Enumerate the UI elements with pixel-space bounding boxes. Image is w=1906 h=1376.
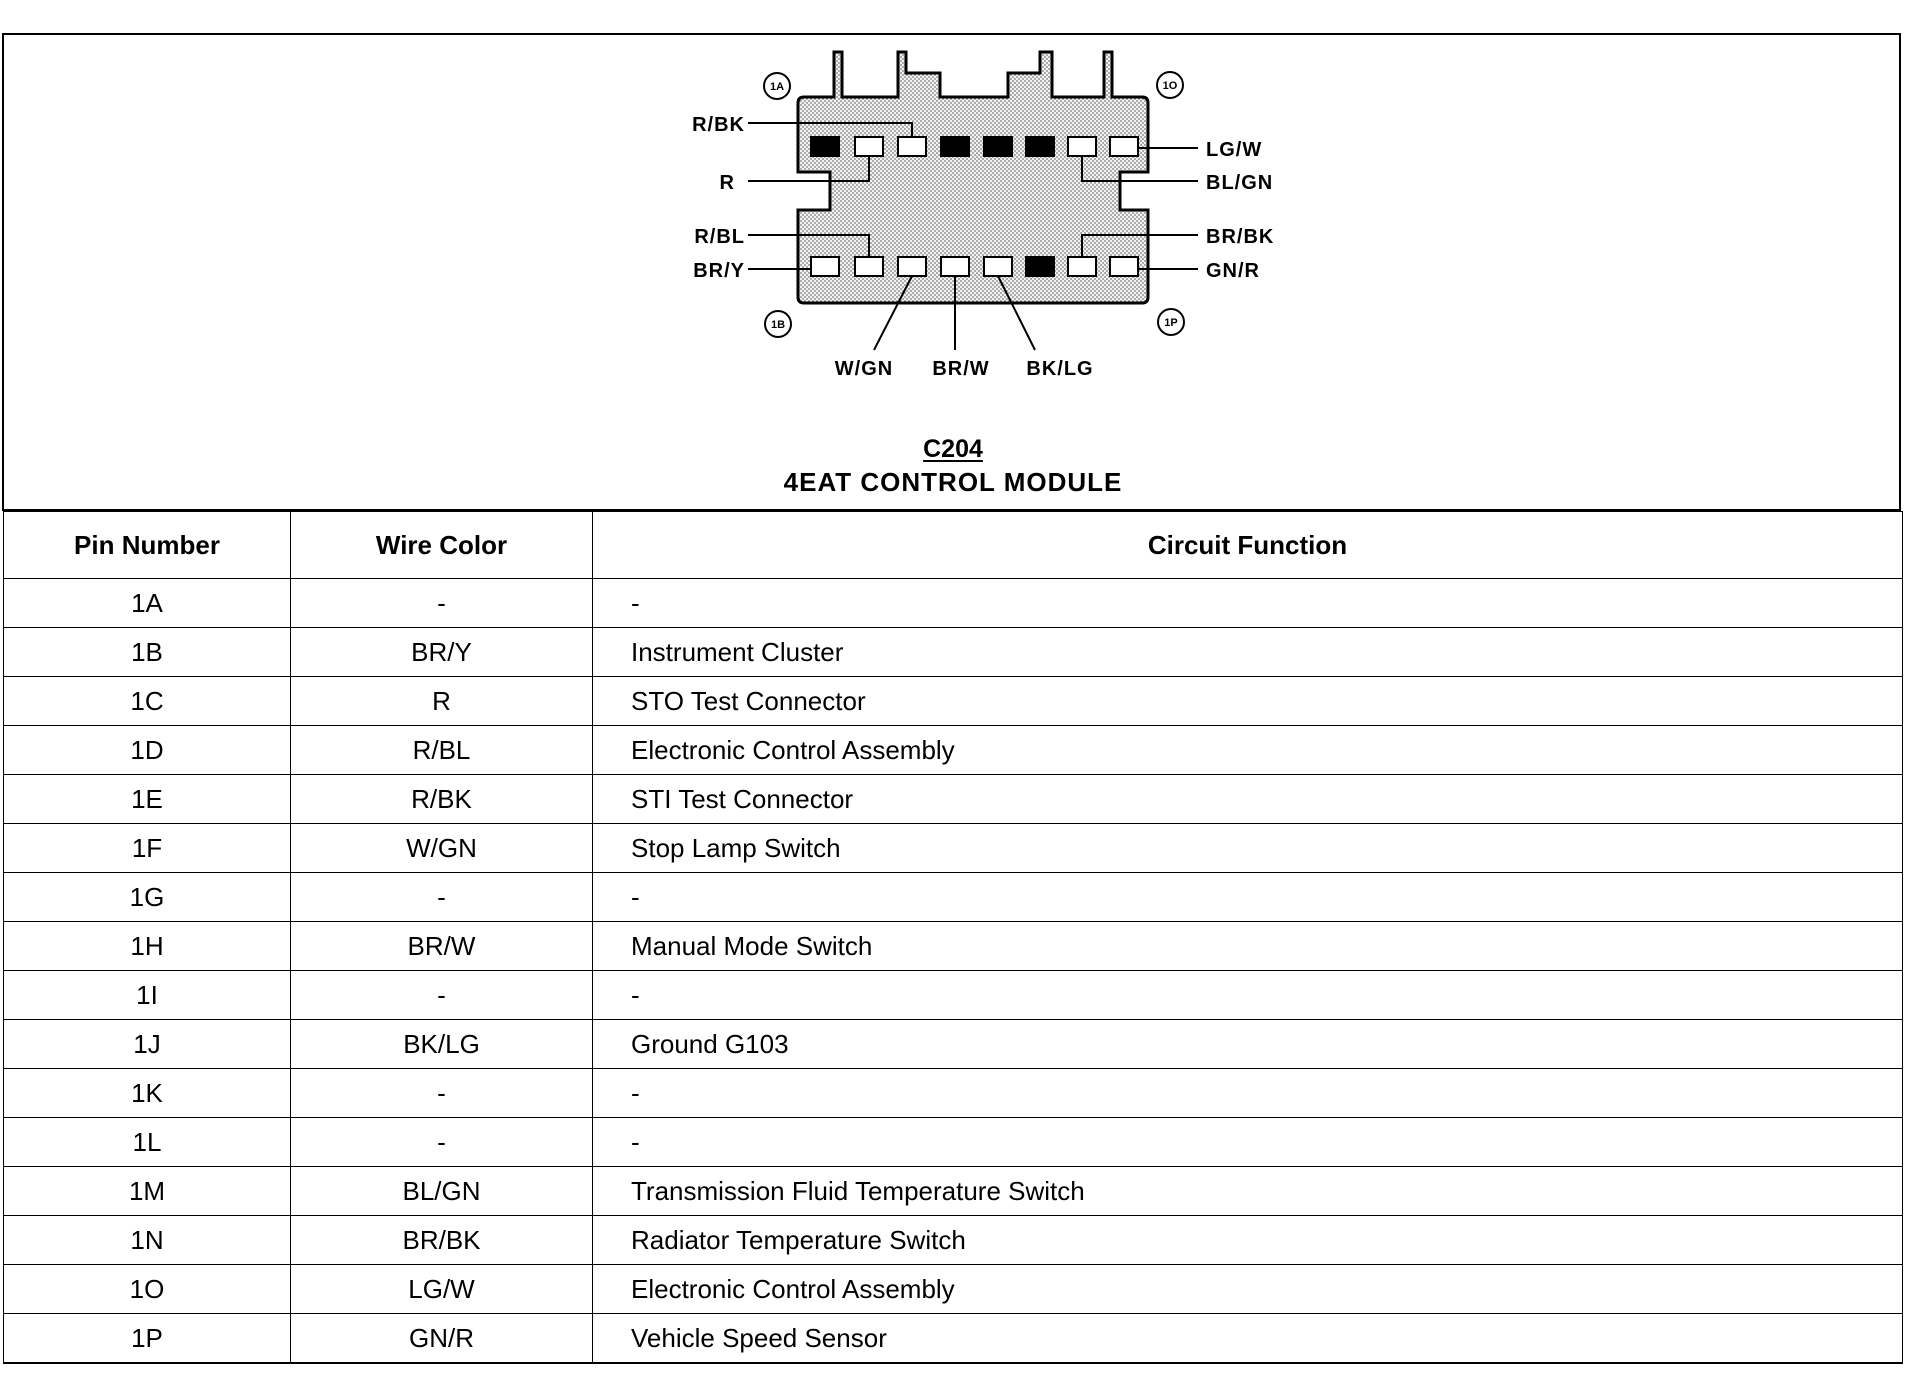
- circuit-function: STI Test Connector: [593, 775, 1903, 824]
- circuit-function: -: [593, 971, 1903, 1020]
- wire-color: W/GN: [291, 824, 593, 873]
- wire-label-brw: BR/W: [932, 358, 990, 380]
- pin-cavity-1P: [1110, 257, 1138, 276]
- pin-number: 1L: [4, 1118, 291, 1167]
- table-row: [4, 824, 1903, 873]
- pin-number: 1H: [4, 922, 291, 971]
- corner-marker-1A: [764, 73, 790, 99]
- circuit-function: Vehicle Speed Sensor: [593, 1314, 1903, 1364]
- circuit-function: STO Test Connector: [593, 677, 1903, 726]
- header-pin-number: Pin Number: [4, 512, 291, 579]
- corner-marker-1P: [1158, 309, 1184, 335]
- pin-number: 1B: [4, 628, 291, 677]
- pin-number: 1E: [4, 775, 291, 824]
- table-row: [4, 726, 1903, 775]
- wire-color: -: [291, 1118, 593, 1167]
- table-row: [4, 1314, 1903, 1364]
- table-row: [4, 579, 1903, 628]
- pin-cavity-1G: [898, 137, 926, 156]
- wire-color: -: [291, 1069, 593, 1118]
- header-wire-color: Wire Color: [291, 512, 593, 579]
- circuit-function: Electronic Control Assembly: [593, 1265, 1903, 1314]
- table-header-row: [4, 512, 1903, 579]
- wire-color: R: [291, 677, 593, 726]
- pin-cavity-1L: [1026, 137, 1054, 156]
- pin-number: 1M: [4, 1167, 291, 1216]
- wire-label-r: R: [719, 172, 735, 194]
- svg-text:1O: 1O: [1162, 80, 1178, 92]
- pin-number: 1F: [4, 824, 291, 873]
- circuit-function: -: [593, 1069, 1903, 1118]
- wire-label-blgn: BL/GN: [1206, 172, 1274, 194]
- wire-color: BK/LG: [291, 1020, 593, 1069]
- pin-number: 1J: [4, 1020, 291, 1069]
- circuit-function: Ground G103: [593, 1020, 1903, 1069]
- pin-cavity-1N: [1068, 257, 1096, 276]
- pin-cavity-1O: [1110, 137, 1138, 156]
- pin-number: 1G: [4, 873, 291, 922]
- pin-cavity-1D: [855, 257, 883, 276]
- header-circuit-function: Circuit Function: [593, 512, 1903, 579]
- wire-color: BR/BK: [291, 1216, 593, 1265]
- table-row: [4, 922, 1903, 971]
- table-row: [4, 1069, 1903, 1118]
- pin-number: 1I: [4, 971, 291, 1020]
- circuit-function: -: [593, 579, 1903, 628]
- pin-number: 1O: [4, 1265, 291, 1314]
- circuit-function: Radiator Temperature Switch: [593, 1216, 1903, 1265]
- pin-cavity-1F: [898, 257, 926, 276]
- pin-number: 1D: [4, 726, 291, 775]
- pin-cavity-1K: [984, 137, 1012, 156]
- wire-label-bklg: BK/LG: [1026, 358, 1094, 380]
- connector-id: C204: [923, 435, 983, 463]
- pin-cavity-1E: [855, 137, 883, 156]
- circuit-function: Stop Lamp Switch: [593, 824, 1903, 873]
- wire-color: R/BL: [291, 726, 593, 775]
- table-row: [4, 677, 1903, 726]
- table-row: [4, 1265, 1903, 1314]
- module-name: 4EAT CONTROL MODULE: [783, 467, 1123, 497]
- table-row: [4, 1118, 1903, 1167]
- wire-color: -: [291, 579, 593, 628]
- wire-label-wgn: W/GN: [834, 358, 894, 380]
- wire-color: -: [291, 971, 593, 1020]
- wire-label-rbk: R/BK: [692, 114, 745, 136]
- table-row: [4, 971, 1903, 1020]
- circuit-function: Transmission Fluid Temperature Switch: [593, 1167, 1903, 1216]
- pin-number: 1K: [4, 1069, 291, 1118]
- table-row: [4, 628, 1903, 677]
- pin-number: 1N: [4, 1216, 291, 1265]
- pin-table: [3, 511, 1903, 1364]
- wire-color: GN/R: [291, 1314, 593, 1364]
- table-row: [4, 1216, 1903, 1265]
- corner-marker-1B: [765, 311, 791, 337]
- circuit-function: Instrument Cluster: [593, 628, 1903, 677]
- pin-cavity-1L-lower: [1026, 257, 1054, 276]
- wire-color: BR/W: [291, 922, 593, 971]
- circuit-function: -: [593, 1118, 1903, 1167]
- wire-label-rbl: R/BL: [694, 226, 745, 248]
- table-row: [4, 775, 1903, 824]
- svg-text:1B: 1B: [770, 319, 786, 331]
- wire-color: -: [291, 873, 593, 922]
- pin-number: 1A: [4, 579, 291, 628]
- wire-color: R/BK: [291, 775, 593, 824]
- table-row: [4, 1167, 1903, 1216]
- pin-cavity-1H: [941, 257, 969, 276]
- wire-label-brbk: BR/BK: [1206, 226, 1275, 248]
- circuit-function: -: [593, 873, 1903, 922]
- pin-number: 1C: [4, 677, 291, 726]
- pin-number: 1P: [4, 1314, 291, 1364]
- wire-label-lgw: LG/W: [1206, 139, 1263, 161]
- wire-label-bry: BR/Y: [693, 260, 745, 282]
- pin-cavity-1J: [984, 257, 1012, 276]
- table-row: [4, 873, 1903, 922]
- svg-text:1A: 1A: [769, 81, 785, 93]
- circuit-function: Manual Mode Switch: [593, 922, 1903, 971]
- table-row: [4, 1020, 1903, 1069]
- pin-cavity-1B: [811, 257, 839, 276]
- pin-cavity-1I: [941, 137, 969, 156]
- svg-text:1P: 1P: [1164, 317, 1178, 329]
- circuit-function: Electronic Control Assembly: [593, 726, 1903, 775]
- wire-color: BL/GN: [291, 1167, 593, 1216]
- pin-cavity-1A: [811, 137, 839, 156]
- wire-label-gnr: GN/R: [1206, 260, 1260, 282]
- wire-color: LG/W: [291, 1265, 593, 1314]
- corner-marker-1O: [1157, 72, 1183, 98]
- pin-cavity-1M: [1068, 137, 1096, 156]
- wire-color: BR/Y: [291, 628, 593, 677]
